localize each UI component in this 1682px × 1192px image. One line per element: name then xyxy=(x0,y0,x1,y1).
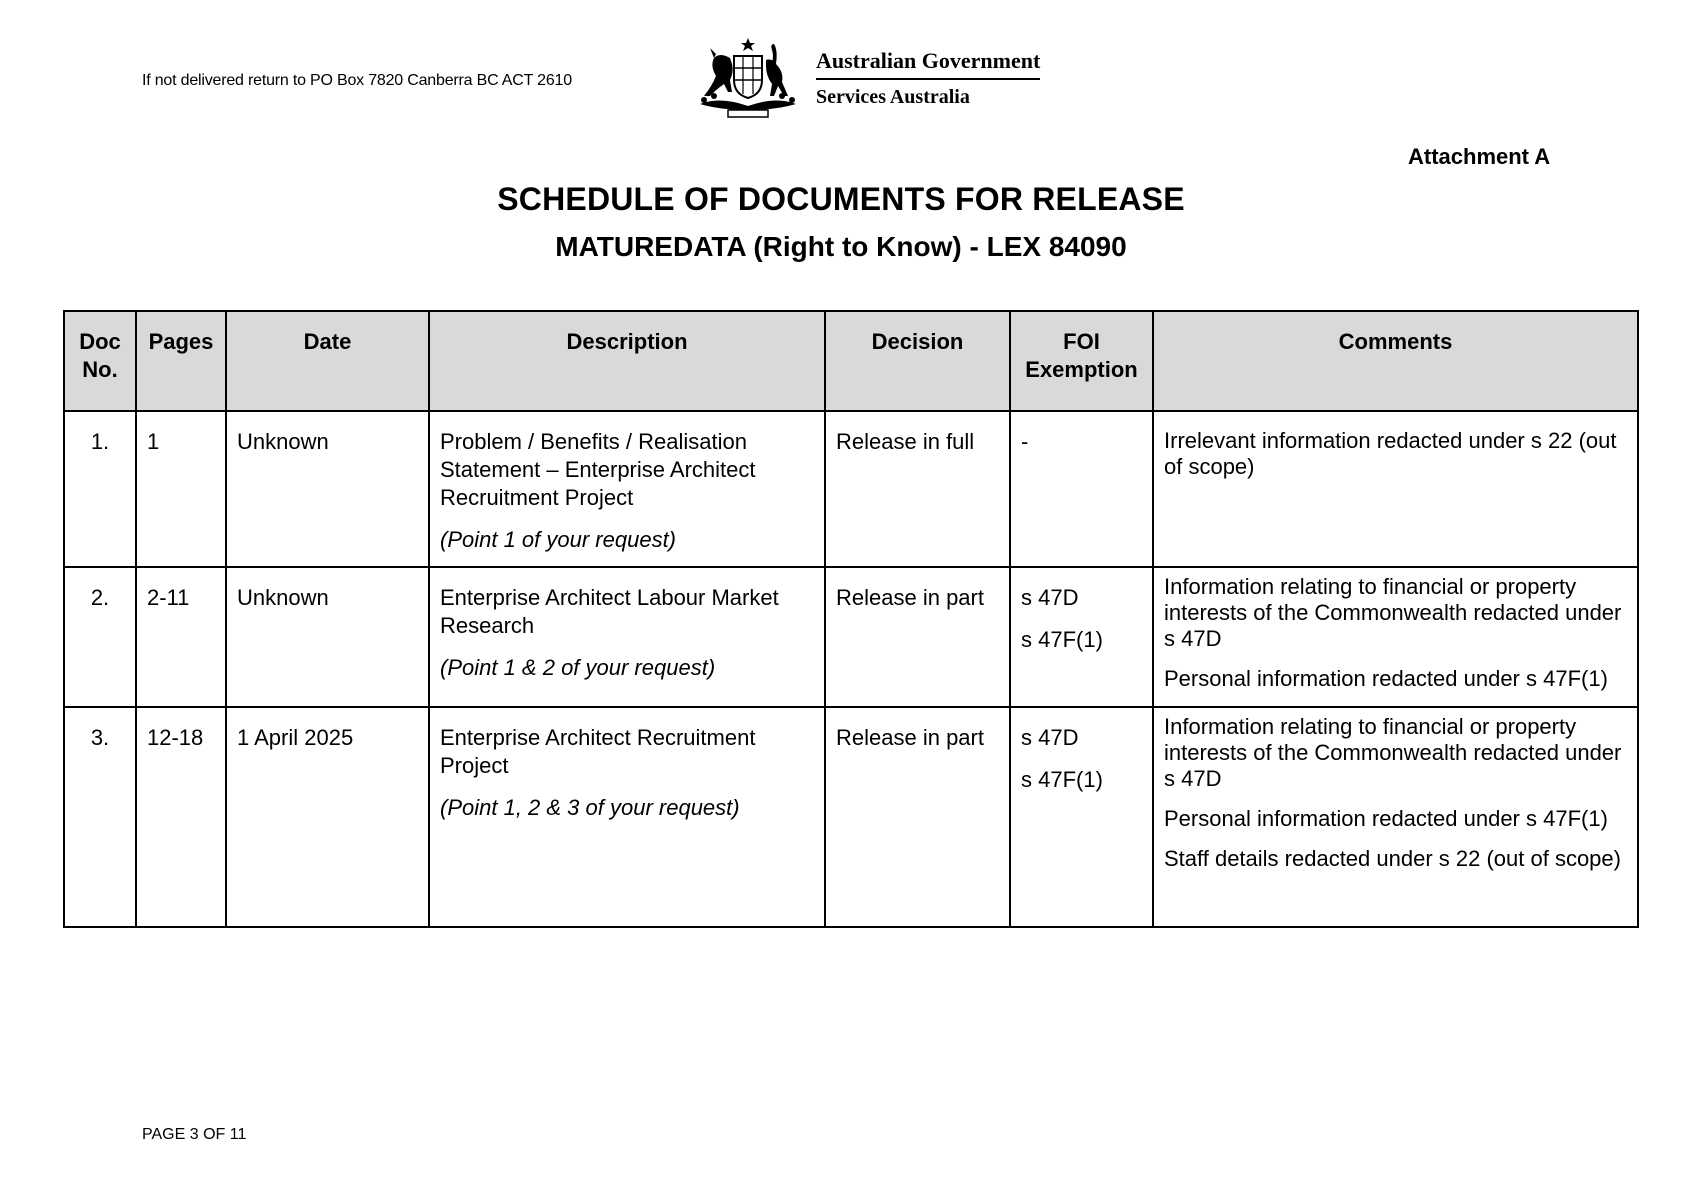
date-cell: 1 April 2025 xyxy=(226,707,429,927)
table-row xyxy=(64,567,1638,707)
government-logo xyxy=(690,36,1040,120)
schedule-table xyxy=(63,310,1639,928)
government-name: Australian Government xyxy=(816,48,1040,80)
request-note: (Point 1, 2 & 3 of your request) xyxy=(440,795,740,820)
header-pages: Pages xyxy=(136,311,226,411)
exemption-cell xyxy=(1010,567,1153,707)
date-cell: Unknown xyxy=(226,567,429,707)
comment-item: Information relating to financial or property interests of the Commonwealth redacted under s 47D xyxy=(1164,714,1622,791)
decision-cell: Release in part xyxy=(825,567,1010,707)
agency-name: Services Australia xyxy=(816,85,970,108)
description-cell xyxy=(429,707,825,927)
description-cell xyxy=(429,567,825,707)
decision-cell: Release in full xyxy=(825,411,1010,567)
doc-no-cell: 3. xyxy=(64,707,136,927)
comment-item: Personal information redacted under s 47F(1) xyxy=(1164,666,1608,691)
table-row xyxy=(64,411,1638,567)
attachment-label: Attachment A xyxy=(1408,144,1551,169)
page-number: PAGE 3 OF 11 xyxy=(142,1126,247,1143)
table-row xyxy=(64,707,1638,927)
page-title: SCHEDULE OF DOCUMENTS FOR RELEASE xyxy=(497,181,1185,217)
exemption-cell xyxy=(1010,707,1153,927)
exemption-item: - xyxy=(1021,429,1029,454)
description-cell xyxy=(429,411,825,567)
doc-no-cell: 2. xyxy=(64,567,136,707)
header-decision: Decision xyxy=(825,311,1010,411)
description-text: Enterprise Architect Recruitment Project xyxy=(440,725,756,778)
header-foi-exemption: FOI Exemption xyxy=(1010,311,1153,411)
exemption-cell xyxy=(1010,411,1153,567)
pages-cell: 1 xyxy=(136,411,226,567)
doc-no-cell: 1. xyxy=(64,411,136,567)
exemption-item: s 47F(1) xyxy=(1021,627,1103,652)
comments-cell xyxy=(1153,707,1638,927)
table-header-row xyxy=(64,311,1638,411)
description-text: Enterprise Architect Labour Market Research xyxy=(440,585,779,638)
comment-item: Irrelevant information redacted under s 22 (out of scope) xyxy=(1164,428,1617,479)
comment-item: Personal information redacted under s 47F(1) xyxy=(1164,806,1608,831)
pages-cell: 12-18 xyxy=(136,707,226,927)
header-description: Description xyxy=(429,311,825,411)
date-cell: Unknown xyxy=(226,411,429,567)
comment-item: Staff details redacted under s 22 (out of scope) xyxy=(1164,846,1621,871)
comments-cell xyxy=(1153,567,1638,707)
description-text: Problem / Benefits / Realisation Statement – Enterprise Architect Recruitment Project xyxy=(440,429,756,510)
exemption-item: s 47D xyxy=(1021,725,1079,750)
header-doc-no: Doc No. xyxy=(64,311,136,411)
header-date: Date xyxy=(226,311,429,411)
header-comments: Comments xyxy=(1153,311,1638,411)
coat-of-arms-icon xyxy=(690,36,806,120)
page-subtitle: MATUREDATA (Right to Know) - LEX 84090 xyxy=(555,231,1127,262)
comment-item: Information relating to financial or property interests of the Commonwealth redacted under s 47D xyxy=(1164,574,1622,651)
return-address: If not delivered return to PO Box 7820 Canberra BC ACT 2610 xyxy=(142,72,572,89)
exemption-item: s 47F(1) xyxy=(1021,767,1103,792)
request-note: (Point 1 & 2 of your request) xyxy=(440,655,716,680)
decision-cell: Release in part xyxy=(825,707,1010,927)
comments-cell xyxy=(1153,411,1638,567)
request-note: (Point 1 of your request) xyxy=(440,527,677,552)
pages-cell: 2-11 xyxy=(136,567,226,707)
exemption-item: s 47D xyxy=(1021,585,1079,610)
